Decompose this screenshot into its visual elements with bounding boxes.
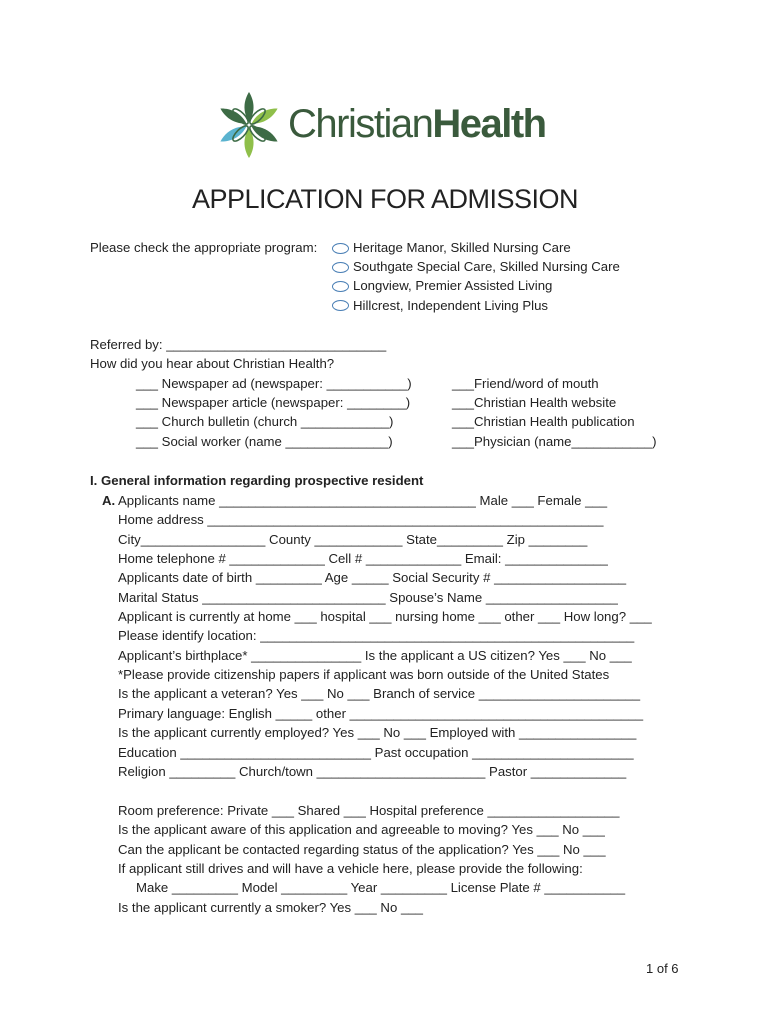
referral-publication[interactable]: ___Christian Health publication [452,414,635,429]
citizenship-note: *Please provide citizenship papers if applicant was born outside of the United States [118,667,610,682]
program-option-southgate: Southgate Special Care, Skilled Nursing Care [353,259,620,274]
education-line[interactable]: Education __________________________ Past occupation ______________________ [118,745,634,760]
smoker-line[interactable]: Is the applicant currently a smoker? Yes ___ No ___ [118,900,423,915]
birth-date-line[interactable]: Applicants date of birth _________ Age _____ Social Security # __________________ [118,570,627,585]
program-radio-longview[interactable] [332,281,349,292]
program-option-longview: Longview, Premier Assisted Living [353,278,553,293]
city-county-line[interactable]: City_________________ County ____________ State_________ Zip ________ [118,532,588,547]
contact-line[interactable]: Can the applicant be contacted regarding status of the application? Yes ___ No ___ [118,842,606,857]
veteran-line[interactable]: Is the applicant a veteran? Yes ___ No ___ Branch of service ______________________ [118,686,641,701]
page-number: 1 of 6 [646,961,679,976]
program-radio-heritage[interactable] [332,243,349,254]
marital-status-line[interactable]: Marital Status _________________________ Spouse’s Name __________________ [118,590,618,605]
religion-line[interactable]: Religion _________ Church/town _______________________ Pastor _____________ [118,764,627,779]
page-title: APPLICATION FOR ADMISSION [191,184,579,214]
current-location-line[interactable]: Applicant is currently at home ___ hospital ___ nursing home ___ other ___ How long? ___ [118,609,652,624]
room-preference-line[interactable]: Room preference: Private ___ Shared ___ Hospital preference __________________ [118,803,620,818]
identify-location-line[interactable]: Please identify location: ___________________________________________________ [118,628,635,643]
logo-wordmark [288,102,546,147]
referred-by-field[interactable]: Referred by: ______________________________ [90,337,387,352]
section-1-heading: I. General information regarding prospective resident [90,473,424,488]
program-radio-southgate[interactable] [332,262,349,273]
language-line[interactable]: Primary language: English _____ other ________________________________________ [118,706,644,721]
program-option-hillcrest: Hillcrest, Independent Living Plus [353,298,548,313]
vehicle-question: If applicant still drives and will have a vehicle here, please provide the following: [118,861,583,876]
aware-line[interactable]: Is the applicant aware of this application and agreeable to moving? Yes ___ No ___ [118,822,605,837]
home-address-line[interactable]: Home address ______________________________________________________ [118,512,604,527]
logo-text-bold: Health [432,102,546,146]
referral-church-bulletin[interactable]: ___ Church bulletin (church ____________) [136,414,394,429]
applicant-name-line[interactable]: Applicants name ___________________________________ Male ___ Female ___ [118,493,608,508]
referral-newspaper-ad[interactable]: ___ Newspaper ad (newspaper: ___________) [136,376,412,391]
referral-social-worker[interactable]: ___ Social worker (name ______________) [136,434,393,449]
referral-website[interactable]: ___Christian Health website [452,395,617,410]
referral-physician[interactable]: ___Physician (name___________) [452,434,657,449]
christian-health-logo [214,90,564,160]
referral-friend[interactable]: ___Friend/word of mouth [452,376,599,391]
program-label: Please check the appropriate program: [90,240,318,255]
referral-newspaper-article[interactable]: ___ Newspaper article (newspaper: ________) [136,395,411,410]
telephone-line[interactable]: Home telephone # _____________ Cell # _____________ Email: ______________ [118,551,608,566]
subsection-a-label: A. [102,493,116,508]
logo-text-light: Christian [288,102,433,146]
employment-line[interactable]: Is the applicant currently employed? Yes ___ No ___ Employed with ________________ [118,725,637,740]
flower-logo-icon [214,90,284,160]
program-option-heritage: Heritage Manor, Skilled Nursing Care [353,240,571,255]
program-radio-hillcrest[interactable] [332,300,349,311]
vehicle-details-line[interactable]: Make _________ Model _________ Year _________ License Plate # ___________ [136,880,626,895]
birthplace-line[interactable]: Applicant’s birthplace* _______________ Is the applicant a US citizen? Yes ___ No ___ [118,648,632,663]
how-heard-question: How did you hear about Christian Health? [90,356,335,371]
